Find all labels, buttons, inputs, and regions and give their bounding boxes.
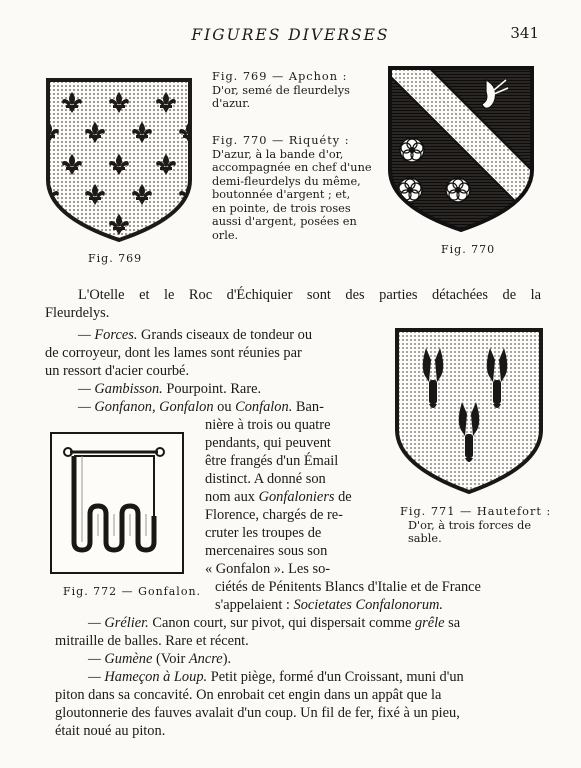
entry-text: de: [334, 489, 352, 505]
entry-gambisson: [78, 380, 261, 398]
entry-text: s'appelaient :: [215, 597, 294, 613]
entry-gonfanon-line: être frangés d'un Émail: [205, 453, 339, 469]
entry-gonfanon-line: nière à trois ou quatre: [205, 417, 331, 433]
entry-term: — Grélier.: [88, 615, 149, 631]
entry-text: Canon court, sur pivot, qui dispersait comme: [148, 615, 415, 631]
caption-line: D'or, à trois forces de: [408, 518, 532, 532]
entry-term: — Gonfanon, Gonfalon: [78, 399, 214, 415]
fig771-description: [400, 505, 551, 546]
entry-term: Gonfaloniers: [258, 489, 335, 505]
entry-gumene: [88, 650, 231, 668]
fig770-caption: Fig. 770: [441, 243, 496, 256]
caption-line: boutonnée d'argent ; et,: [212, 188, 351, 201]
entry-grelier-line: mitraille de balles. Rare et récent.: [55, 633, 249, 649]
fig772-gonfalon: [50, 432, 184, 574]
caption-line: accompagnée en chef d'une: [212, 161, 372, 174]
fig771-shield: [393, 326, 545, 496]
caption-line: orle.: [212, 228, 239, 242]
paragraph-otelle-line: L'Otelle et le Roc d'Échiquier sont des parties détachées de la: [78, 287, 541, 303]
caption-line: D'or, semé de fleurdelys: [212, 83, 350, 97]
entry-hamecon-line: gloutonnerie des fauves avalait d'un coup. Un fil de fer, fixé à un pieu,: [55, 705, 460, 721]
caption-line: d'azur.: [212, 97, 251, 110]
entry-gonfanon-line: cruter les troupes de: [205, 525, 322, 541]
fig769-description: [212, 70, 350, 111]
entry-hamecon-line: piton dans sa concavité. On enrobait cet engin dans un appât que la: [55, 687, 442, 703]
entry-gonfanon-line: mercenaires sous son: [205, 543, 328, 559]
entry-term: Societates Confalonorum.: [293, 597, 444, 613]
caption-line: D'azur, à la bande d'or,: [212, 147, 344, 161]
fig770-shield: [386, 64, 536, 234]
entry-text: Petit piège, formé d'un Croissant, muni d'un: [207, 669, 464, 685]
caption-line: sable.: [408, 532, 442, 545]
entry-gonfanon: [78, 398, 324, 416]
entry-term: grêle: [414, 615, 445, 631]
entry-text: Pourpoint. Rare.: [162, 381, 262, 397]
caption-line: aussi d'argent, posées en: [212, 215, 357, 228]
entry-gonfanon-line: Florence, chargés de re-: [205, 507, 343, 523]
entry-term: Confalon.: [235, 399, 293, 415]
paragraph-otelle-line: Fleurdelys.: [45, 305, 110, 321]
entry-gonfanon-line: ciétés de Pénitents Blancs d'Italie et de France: [215, 579, 481, 595]
running-header: FIGURES DIVERSES: [191, 26, 390, 44]
page-number: 341: [510, 24, 539, 42]
entry-text: sa: [444, 615, 461, 631]
entry-gonfanon-line: pendants, qui peuvent: [205, 435, 331, 451]
fig769-caption: Fig. 769: [88, 252, 143, 265]
entry-term: — Gumène: [88, 651, 153, 667]
entry-gonfanon-line: [205, 488, 352, 506]
entry-gonfanon-line: distinct. A donné son: [205, 471, 326, 487]
fig770-description: [212, 134, 372, 242]
fig769-shield: [44, 76, 194, 244]
entry-text: nom aux: [205, 489, 259, 505]
entry-grelier: [88, 614, 460, 632]
entry-text: ).: [222, 651, 232, 667]
entry-term: — Hameçon à Loup.: [88, 669, 208, 685]
entry-forces-line: un ressort d'acier courbé.: [45, 363, 190, 379]
caption-line: en pointe, de trois roses: [212, 201, 351, 215]
entry-text: Ban-: [292, 399, 324, 415]
entry-text: ou: [213, 399, 236, 415]
entry-forces: [78, 326, 312, 344]
entry-text: Grands ciseaux de tondeur ou: [137, 327, 313, 343]
entry-forces-line: de corroyeur, dont les lames sont réunies par: [45, 345, 302, 361]
caption-line: Fig. 770 — Riquéty :: [212, 134, 350, 147]
caption-line: demi-fleurdelys du même,: [212, 174, 361, 188]
fig772-caption: Fig. 772 — Gonfalon.: [63, 585, 202, 598]
entry-term: — Forces.: [78, 327, 138, 343]
entry-term: — Gambisson.: [78, 381, 163, 397]
entry-hamecon-line: était noué au piton.: [55, 723, 166, 739]
caption-line: Fig. 771 — Hautefort :: [400, 505, 552, 518]
entry-hamecon: [88, 668, 464, 686]
entry-gonfanon-line: « Gonfalon ». Les so-: [205, 561, 331, 577]
entry-text: (Voir: [152, 651, 189, 667]
entry-gonfanon-line: [215, 596, 443, 614]
entry-term: Ancre: [188, 651, 223, 667]
caption-line: Fig. 769 — Apchon :: [212, 70, 348, 83]
